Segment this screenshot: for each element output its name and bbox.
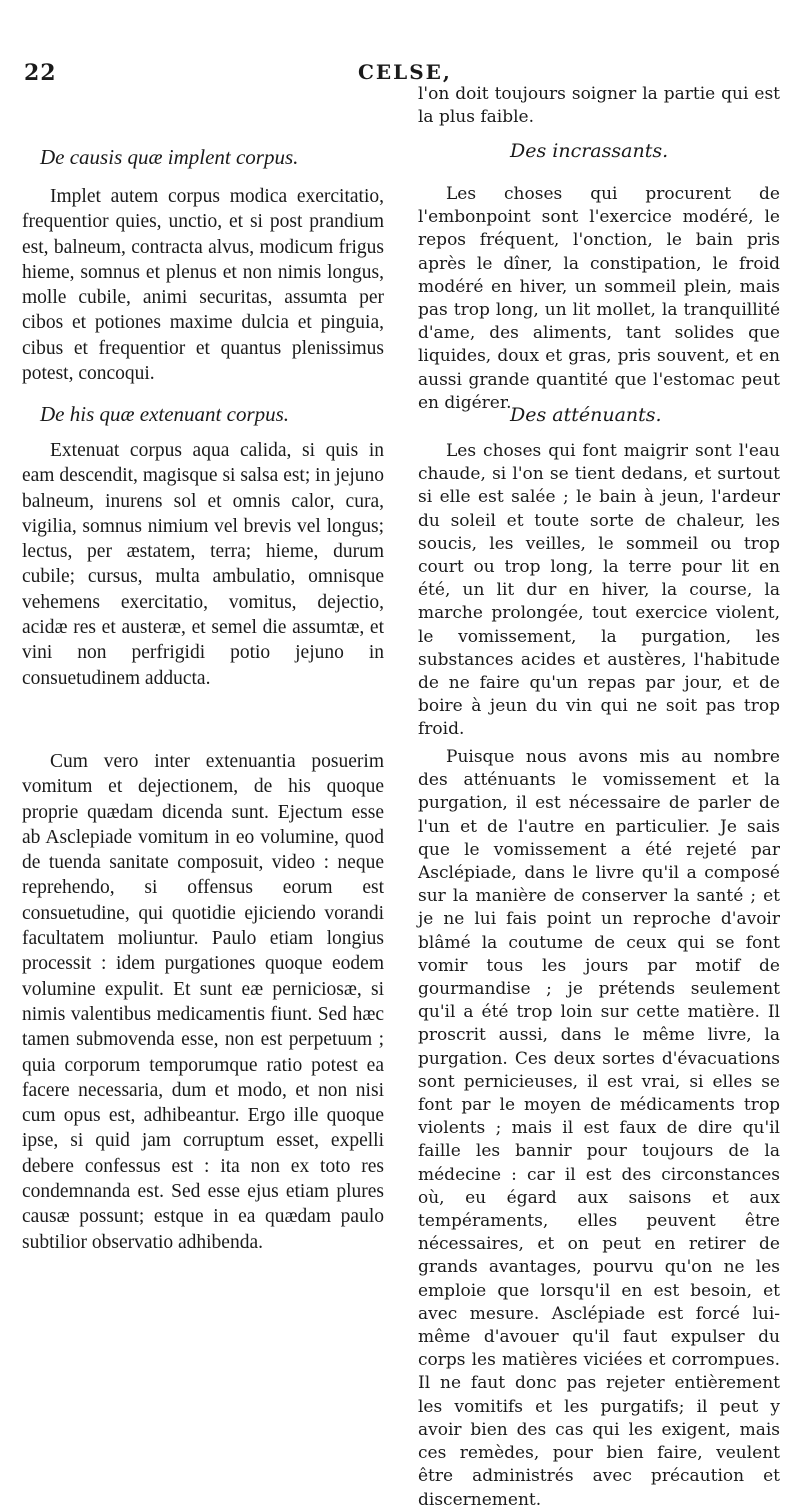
page-number: 22 bbox=[24, 60, 57, 86]
french-paragraph-vomissement: Puisque nous avons mis au nombre des atténuants le vomissement et la purgation, il est nécessaire de parler de l'un et de l'autre en particulier. Je sais que le vomissement a été rejeté par Asclépiade, dans le livre qu'il a composé sur la manière de conserver la santé ; et je ne lui fais point un reproche d'avoir blâmé la coutume de ceux qui se font vomir tous les jours par motif de gourmandise ; je prétends seulement qu'il a été trop loin sur cette matière. Il proscrit aussi, dans le même livre, la purgation. Ces deux sortes d'évacuations sont pernicieuses, il est vrai, si elles se font par le moyen de médicaments trop violents ; mais il est faux de dire qu'il faille les bannir pour toujours de la médecine : car il est des circonstances où, eu égard aux saisons et aux tempéraments, elles peuvent être nécessaires, et on peut en retirer de grands avantages, pourvu qu'on ne les emploie que lorsqu'il en est besoin, et avec mesure. Asclépiade est forcé lui-même d'avouer qu'il faut expulser du corps les matières viciées et corrompues. Il ne faut donc pas rejeter entièrement les vomitifs et les purgatifs; il peut y avoir bien des cas qui les exigent, mais ces remèdes, pour bien faire, veulent être administrés avec précaution et discernement. bbox=[418, 747, 780, 1510]
french-paragraph-embonpoint: Les choses qui procurent de l'embonpoint sont l'exercice modéré, le repos fréquent, l'onction, le bain pris après le dîner, la constipation, le froid modéré en hiver, un sommeil plein, mais pas trop long, un lit mollet, la tranquillité d'ame, des aliments, tant solides que liquides, doux et gras, pris souvent, et en aussi grande quantité que l'estomac peut en digérer. bbox=[418, 184, 780, 413]
latin-paragraph-implet: Implet autem corpus modica exercitatio, frequentior quies, unctio, et si post prandium est, balneum, contracta alvus, modicum frigus hieme, somnus et plenus et non nimis longus, molle cubile, animi securitas, assumta per cibos et potiones maxime dulcia et pinguia, cibus et frequentior et quantus plenissimus potest, concoqui. bbox=[22, 186, 384, 385]
latin-paragraph-extenuat: Extenuat corpus aqua calida, si quis in eam descendit, magisque si salsa est; in jejuno balneum, inurens sol et omnis calor, cura, vigilia, somnus nimium vel brevis vel longus; lectus, per æstatem, terra; hieme, durum cubile; cursus, multa ambulatio, omnisque vehemens exercitatio, vomitus, dejectio, acidæ res et austeræ, et semel die assumtæ, et vini non perfrigidi potio jejuno in consuetudinem adducta. bbox=[22, 440, 384, 689]
french-paragraph-maigrir: Les choses qui font maigrir sont l'eau chaude, si l'on se tient dedans, et surtout si elle est salée ; le bain à jeun, l'ardeur du soleil et toute sorte de chaleur, les soucis, les veilles, le sommeil ou trop court ou trop long, la terre pour lit en été, un lit dur en hiver, la course, la marche prolongée, tout exercice violent, le vomissement, la purgation, les substances acides et austères, l'habitude de ne faire qu'un repas par jour, et de boire à jeun du vin qui ne soit pas trop froid. bbox=[418, 441, 780, 740]
french-top-continuation: l'on doit toujours soigner la partie qui est la plus faible. bbox=[418, 84, 780, 128]
latin-paragraph-vomitus: Cum vero inter extenuantia posuerim vomitum et dejectionem, de his quoque proprie quædam dicenda sunt. Ejectum esse ab Asclepiade vomitum in eo volumine, quod de tuenda sanitate composuit, video : neque reprehendo, si offensus eorum est consuetudine, qui quotidie ejiciendo vorandi facultatem moliuntur. Paulo etiam longius processit : idem purgationes quoque eodem volumine expulit. Et sunt eæ perniciosæ, si nimis valentibus medicamentis fiunt. Sed hæc tamen submovenda esse, non est perpetuum ; quia corporum temporumque ratio potest ea facere necessaria, dum et modo, et non nisi cum opus est, adhibeantur. Ergo ille quoque ipse, si quid jam corruptum esset, expelli debere confessus est : ita non ex toto res condemnanda est. Sed esse ejus etiam plures causæ possunt; estque in ea quædam paulo subtilior observatio adhibenda. bbox=[22, 751, 384, 1253]
running-head: CELSE, bbox=[358, 60, 452, 84]
latin-heading-extenuant: De his quæ extenuant corpus. bbox=[40, 402, 290, 426]
french-heading-incrassants: Des incrassants. bbox=[510, 140, 669, 162]
french-heading-attenuants: Des atténuants. bbox=[510, 404, 662, 426]
latin-heading-implent: De causis quæ implent corpus. bbox=[40, 145, 299, 169]
